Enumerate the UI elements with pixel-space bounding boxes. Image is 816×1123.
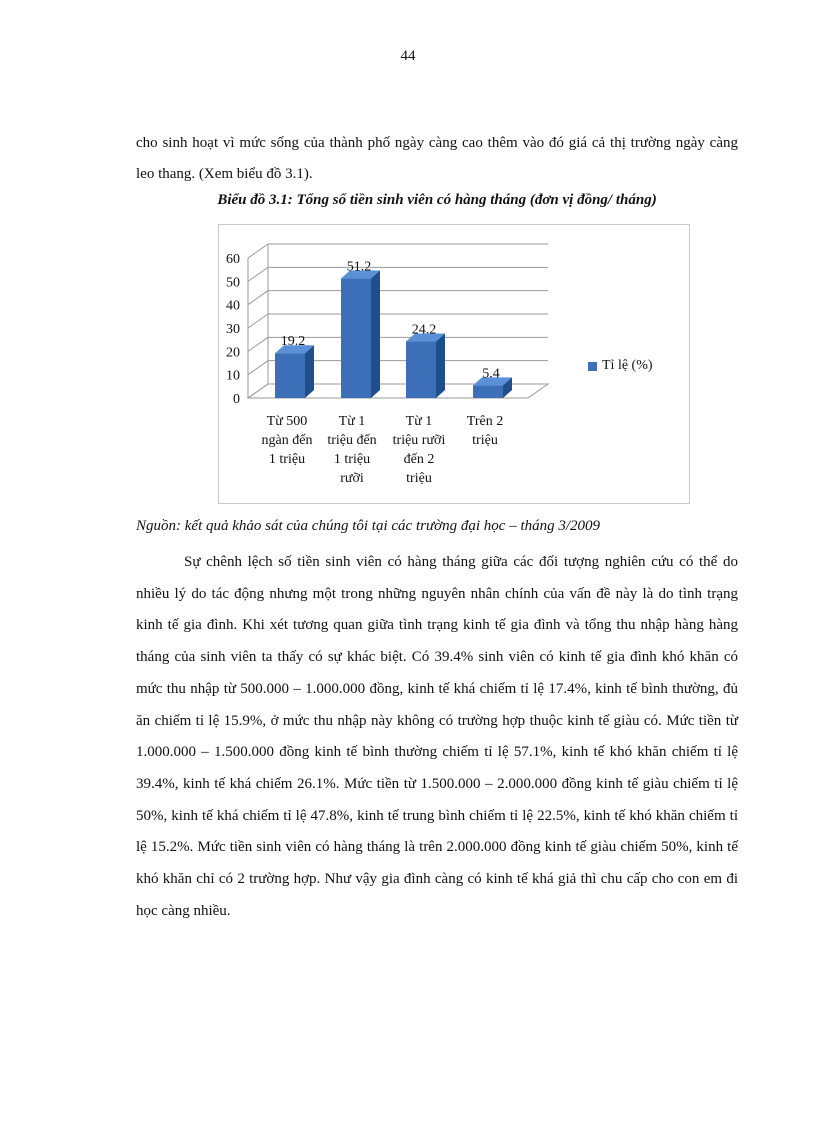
y-tick-label: 30 (226, 322, 240, 338)
legend-swatch (588, 362, 597, 371)
x-category-label (388, 412, 450, 488)
data-label: 51.2 (346, 259, 372, 275)
x-category-line: Trên 2 (466, 414, 504, 429)
x-category-line: triệu rưỡi (392, 433, 446, 448)
y-tick-label: 20 (226, 345, 240, 361)
chart-ticks (226, 252, 240, 407)
gridline-diagonal (248, 361, 268, 375)
body-paragraph: Sự chênh lệch số tiền sinh viên có hàng tháng giữa các đối tượng nghiên cứu có thể do nhiều lý do tác động nhưng một trong những nguyên nhân chính của vấn đề này là do tình trạng kinh tế gia đình. Khi xét tương quan giữa tình trạng kinh tế gia đình và tổng thu nhập hàng hàng tháng của sinh viên ta thấy có sự khác biệt. Có 39.4% sinh viên có kinh tế gia đình khó khăn có mức thu nhập từ 500.000 – 1.000.000 đồng, kinh tế khá chiếm tỉ lệ 17.4%, kinh tế bình thường, đủ ăn chiếm tỉ lệ 15.9%, ở mức thu nhập này không có trường hợp thuộc kinh tế giàu có. Mức tiền từ 1.000.000 – 1.500.000 đồng kinh tế bình thường chiếm tỉ lệ 57.1%, kinh tế khó khăn chiếm tỉ lệ 39.4%, kinh tế khá chiếm 26.1%. Mức tiền từ 1.500.000 – 2.000.000 đồng kinh tế giàu chiếm tỉ lệ 50%, kinh tế khá chiếm tỉ lệ 47.8%, kinh tế trung bình chiếm tỉ lệ 22.5%, kinh tế khó khăn chiếm tỉ lệ 15.2%. Mức tiền sinh viên có hàng tháng là trên 2.000.000 đồng kinh tế giàu chiếm 50%, kinh tế khó khăn chỉ có 2 trường hợp. Như vậy gia đình càng có kinh tế khá giả thì chu cấp cho con em đi học càng nhiều. (136, 554, 738, 919)
bar (275, 345, 314, 398)
x-category-label (454, 412, 516, 450)
x-category-line: triệu (406, 471, 432, 486)
body-section (136, 547, 738, 927)
gridline-diagonal (248, 291, 268, 305)
chart-legend (588, 358, 653, 374)
x-category-line: đến 2 (403, 452, 435, 467)
x-category-line: 1 triệu (268, 452, 306, 467)
chart-bars (275, 271, 512, 398)
data-label: 19.2 (280, 334, 306, 350)
bar (406, 334, 445, 398)
bar-front (341, 279, 371, 398)
page-number: 44 (400, 48, 416, 64)
x-category-line: Từ 1 (405, 414, 433, 429)
x-category-line: Từ 500 (266, 414, 308, 429)
y-tick-label: 0 (233, 392, 240, 407)
x-category-line: ngàn đến (261, 433, 313, 448)
x-category-label (321, 412, 383, 488)
chart-caption: Biểu đồ 3.1: Tổng số tiền sinh viên có hàng tháng (đơn vị đồng/ tháng) (217, 192, 657, 208)
bar-front (275, 353, 305, 398)
y-tick-label: 40 (226, 298, 240, 314)
data-label: 5.4 (482, 366, 500, 382)
source-note: Nguồn: kết quả khảo sát của chúng tôi tại các trường đại học – tháng 3/2009 (136, 518, 601, 534)
bar-side (436, 334, 445, 398)
intro-paragraph: cho sinh hoạt vì mức sống của thành phố ngày càng cao thêm vào đó giá cả thị trường ngày càng leo thang. (Xem biểu đồ 3.1). (136, 135, 738, 182)
x-category-label (256, 412, 318, 469)
x-category-line: triệu đến (327, 433, 377, 448)
gridline-diagonal (248, 267, 268, 281)
data-label: 24.2 (411, 322, 437, 338)
bar (341, 271, 380, 398)
gridline-diagonal (248, 337, 268, 351)
x-category-line: Từ 1 (338, 414, 366, 429)
x-category-line: triệu (472, 433, 498, 448)
y-tick-label: 50 (226, 275, 240, 291)
x-category-line: rưỡi (340, 471, 364, 486)
gridline-diagonal (248, 244, 268, 258)
gridline-diagonal (248, 314, 268, 328)
bar-front (473, 385, 503, 398)
y-tick-label: 10 (226, 368, 240, 384)
bar-side (371, 271, 380, 398)
x-category-line: 1 triệu (333, 452, 371, 467)
bar-front (406, 342, 436, 398)
bar-side (305, 345, 314, 398)
legend-label: Tỉ lệ (%) (602, 358, 653, 373)
y-tick-label: 60 (226, 252, 240, 268)
